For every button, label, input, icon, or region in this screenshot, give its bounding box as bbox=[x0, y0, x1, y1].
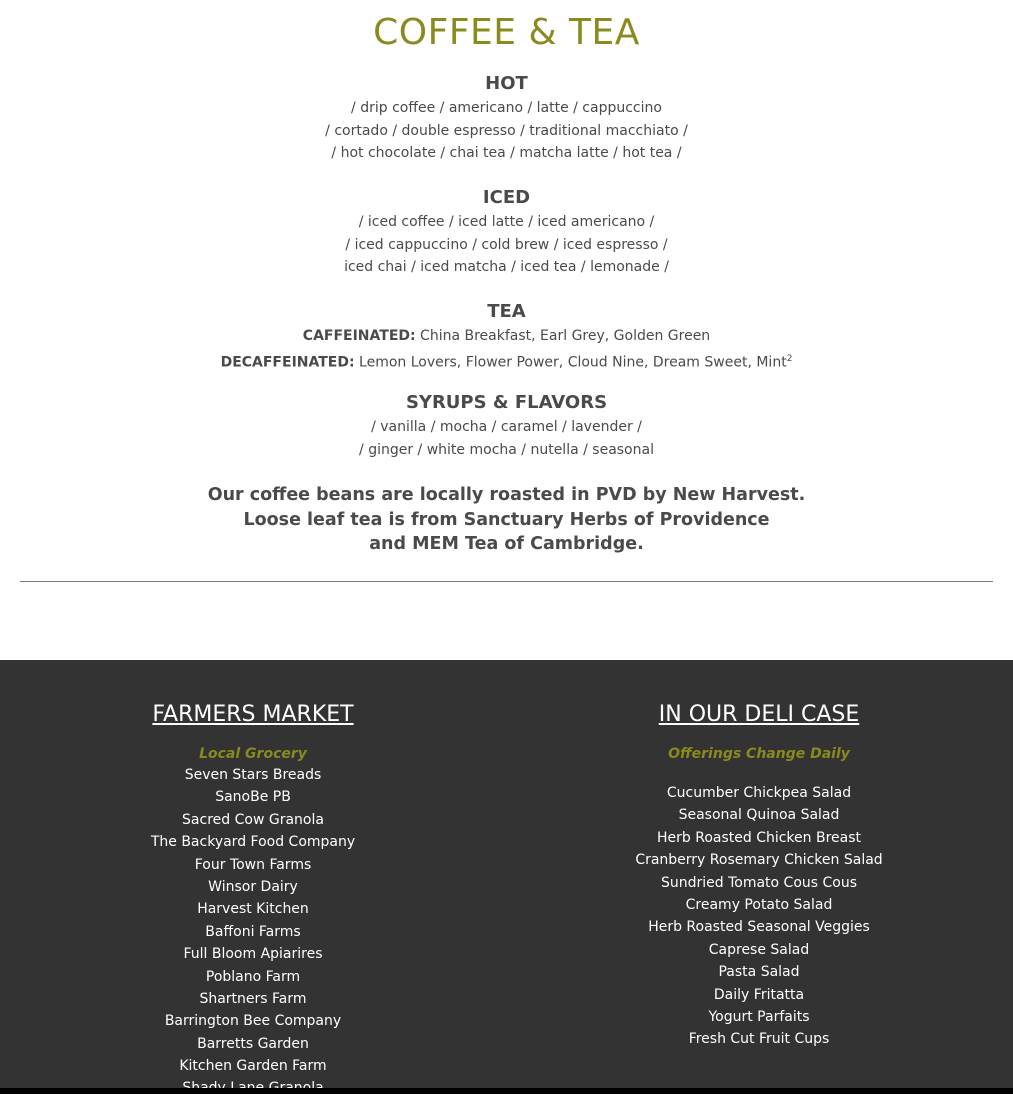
syrups-section bbox=[0, 390, 1013, 461]
farmers-market-item: Baffoni Farms bbox=[205, 923, 301, 940]
farmers-market-item: The Backyard Food Company bbox=[150, 834, 356, 851]
iced-line: iced chai / iced matcha / iced tea / lemonade / bbox=[344, 259, 669, 275]
deli-case-item: Creamy Potato Salad bbox=[685, 896, 833, 913]
farmers-market-item: Poblano Farm bbox=[205, 968, 301, 985]
deli-case-item: Yogurt Parfaits bbox=[708, 1008, 810, 1025]
page-title: COFFEE & TEA bbox=[373, 12, 640, 53]
farmers-market-item: Winsor Dairy bbox=[208, 878, 298, 895]
deli-case-item: Seasonal Quinoa Salad bbox=[678, 807, 840, 824]
deli-case-item: Pasta Salad bbox=[718, 964, 800, 981]
farmers-market-item: Barrington Bee Company bbox=[164, 1013, 342, 1030]
deli-case-heading: IN OUR DELI CASE bbox=[658, 702, 860, 727]
deli-case-item: Cucumber Chickpea Salad bbox=[666, 785, 852, 801]
caffeinated-label: CAFFEINATED: bbox=[302, 328, 416, 344]
iced-line: / iced cappuccino / cold brew / iced espresso / bbox=[345, 236, 668, 253]
iced-section bbox=[0, 185, 1013, 279]
deli-case-item: Caprese Salad bbox=[708, 941, 810, 958]
syrups-heading: SYRUPS & FLAVORS bbox=[405, 392, 608, 413]
tea-heading: TEA bbox=[487, 301, 526, 322]
decaf-line bbox=[0, 348, 1013, 371]
tea-section bbox=[0, 299, 1013, 370]
deli-case-item: Herb Roasted Seasonal Veggies bbox=[648, 919, 870, 936]
deli-case-item: Cranberry Rosemary Chicken Salad bbox=[635, 852, 883, 869]
farmers-market-item: Full Bloom Apiarires bbox=[183, 946, 323, 963]
hot-line: / hot chocolate / chai tea / matcha latte / hot tea / bbox=[331, 145, 682, 161]
deli-case-item: Fresh Cut Fruit Cups bbox=[688, 1031, 830, 1048]
hot-section bbox=[0, 71, 1013, 165]
farmers-market-item: Shartners Farm bbox=[199, 990, 307, 1007]
sourcing-line: and MEM Tea of Cambridge. bbox=[369, 534, 644, 554]
farmers-market-subheading: Local Grocery bbox=[199, 746, 307, 762]
deli-case-item: Daily Fritatta bbox=[713, 986, 805, 1003]
syrups-line: / ginger / white mocha / nutella / seasonal bbox=[359, 441, 654, 458]
caffeinated-teas: China Breakfast, Earl Grey, Golden Green bbox=[415, 328, 711, 344]
bottom-bar bbox=[0, 1088, 1013, 1094]
farmers-market-item: Seven Stars Breads bbox=[184, 767, 322, 783]
deli-case-subheading: Offerings Change Daily bbox=[668, 746, 850, 762]
section-divider bbox=[20, 581, 993, 582]
farmers-market-item: Barretts Garden bbox=[197, 1035, 309, 1052]
footnote-marker: 2 bbox=[786, 353, 793, 364]
syrups-line: / vanilla / mocha / caramel / lavender / bbox=[371, 419, 642, 435]
decaf-teas: Lemon Lovers, Flower Power, Cloud Nine, Dream Sweet, Mint bbox=[354, 354, 787, 371]
farmers-market-heading: FARMERS MARKET bbox=[152, 702, 354, 727]
farmers-market-item: Four Town Farms bbox=[194, 856, 312, 873]
caffeinated-line bbox=[0, 325, 1013, 348]
farmers-market-item: Kitchen Garden Farm bbox=[179, 1058, 327, 1075]
deli-case-item: Herb Roasted Chicken Breast bbox=[656, 829, 862, 846]
farmers-market-item: Harvest Kitchen bbox=[197, 901, 309, 918]
iced-heading: ICED bbox=[482, 187, 531, 208]
sourcing-line: Loose leaf tea is from Sanctuary Herbs of Providence bbox=[243, 509, 770, 530]
farmers-market-list bbox=[0, 764, 506, 1100]
hot-line: / drip coffee / americano / latte / cappuccino bbox=[351, 100, 662, 116]
deli-case-list bbox=[506, 782, 1012, 1051]
farmers-market-item: Sacred Cow Granola bbox=[182, 811, 324, 828]
iced-line: / iced coffee / iced latte / iced americano / bbox=[358, 214, 655, 230]
farmers-market-item: SanoBe PB bbox=[215, 789, 291, 806]
hot-heading: HOT bbox=[485, 73, 528, 94]
decaf-label: DECAFFEINATED: bbox=[220, 354, 355, 371]
deli-case-item: Sundried Tomato Cous Cous bbox=[660, 874, 858, 891]
hot-line: / cortado / double espresso / traditional macchiato / bbox=[325, 122, 688, 139]
grocery-deli-section bbox=[0, 660, 1013, 1088]
sourcing-note bbox=[0, 483, 1013, 557]
sourcing-line: Our coffee beans are locally roasted in PVD by New Harvest. bbox=[207, 485, 806, 505]
